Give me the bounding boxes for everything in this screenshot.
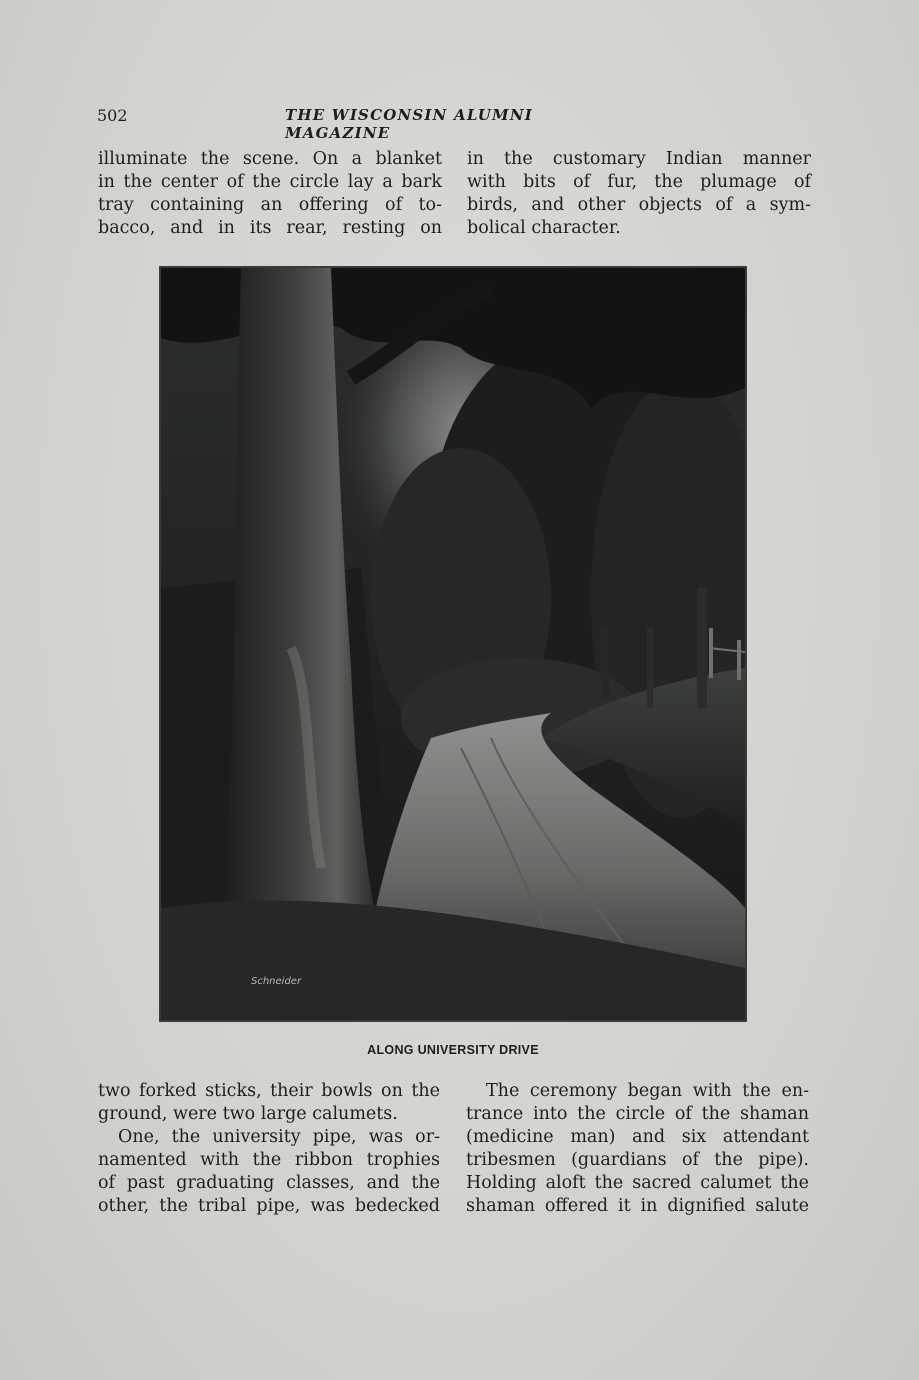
text-line: birds, and other objects of a sym-: [467, 195, 811, 215]
text-line: bolical character.: [467, 218, 621, 238]
photo-caption: ALONG UNIVERSITY DRIVE: [367, 1043, 539, 1057]
text-column-bottom-right: [466, 1080, 809, 1218]
text-line: The ceremony began with the en-: [486, 1081, 809, 1101]
text-line: shaman offered it in dignified salute: [466, 1196, 809, 1216]
photographer-signature: Schneider: [251, 976, 302, 987]
text-line: One, the university pipe, was or-: [118, 1127, 440, 1147]
page-number: 502: [97, 106, 128, 125]
text-line: in the customary Indian manner: [467, 149, 811, 169]
text-line: tribesmen (guardians of the pipe).: [466, 1150, 809, 1170]
text-line: (medicine man) and six attendant: [466, 1127, 809, 1147]
text-line: Holding aloft the sacred calumet the: [466, 1173, 809, 1193]
text-line: in the center of the circle lay a bark: [98, 172, 442, 192]
text-column-top-left: [98, 148, 442, 240]
text-column-bottom-left: [98, 1080, 440, 1218]
text-line: other, the tribal pipe, was bedecked: [98, 1196, 440, 1216]
text-line: bacco, and in its rear, resting on: [98, 218, 442, 238]
text-line: trance into the circle of the shaman: [466, 1104, 809, 1124]
page-header: [97, 106, 629, 142]
text-column-top-right: [467, 148, 811, 240]
text-line: illuminate the scene. On a blanket: [98, 149, 442, 169]
text-line: with bits of fur, the plumage of: [467, 172, 811, 192]
photograph-university-drive: [159, 266, 747, 1022]
photograph-image: [161, 268, 745, 1020]
text-line: two forked sticks, their bowls on the: [98, 1081, 440, 1101]
text-line: of past graduating classes, and the: [98, 1173, 440, 1193]
text-line: ground, were two large calumets.: [98, 1104, 398, 1124]
text-line: tray containing an offering of to-: [98, 195, 442, 215]
running-head: THE WISCONSIN ALUMNI MAGAZINE: [285, 106, 533, 142]
text-line: namented with the ribbon trophies: [98, 1150, 440, 1170]
